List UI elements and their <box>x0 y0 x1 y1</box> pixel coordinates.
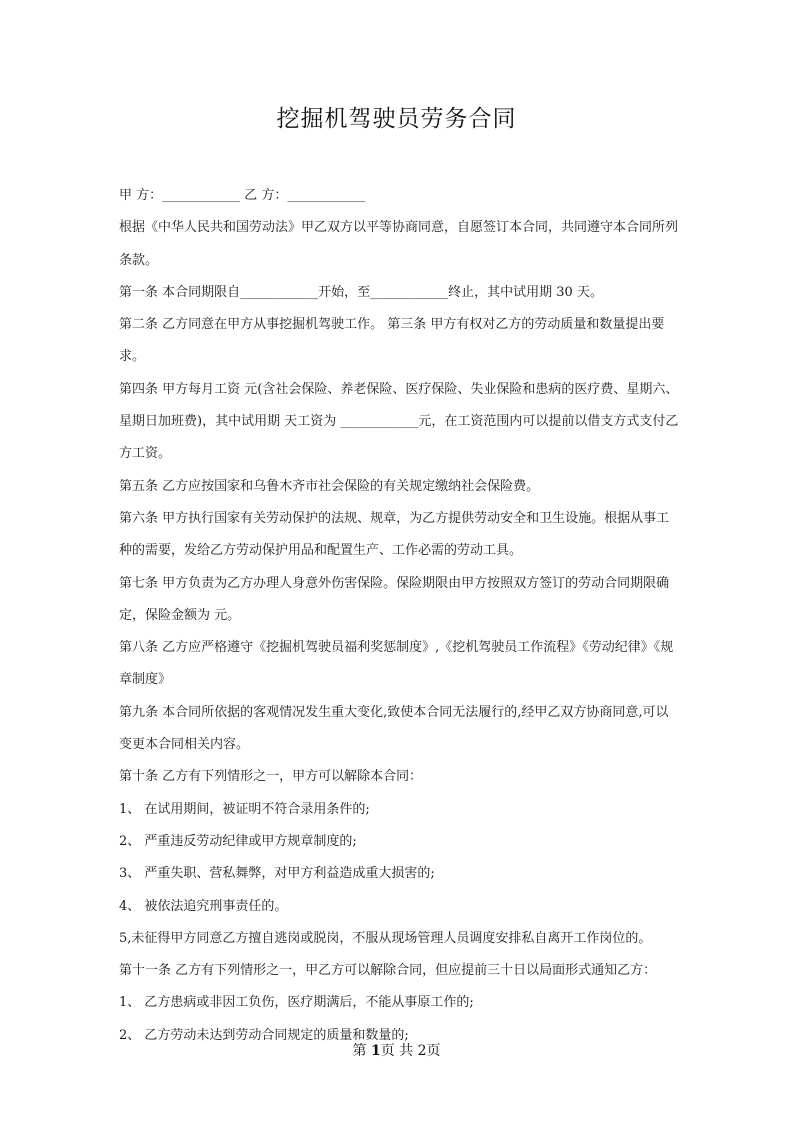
current-page-number: 1 <box>370 1043 381 1059</box>
paragraph-article-7: 第七条 甲方负责为乙方办理人身意外伤害保险。保险期限由甲方按照双方签订的劳动合同期限确定，保险金额为 元。 <box>119 575 670 623</box>
paragraph-article-8: 第八条 乙方应严格遵守《挖掘机驾驶员福利奖惩制度》,《挖机驾驶员工作流程》《劳动纪律》《规章制度》 <box>119 640 674 688</box>
document-body <box>119 180 679 1052</box>
list-item: 5,未征得甲方同意乙方擅自逃岗或脱岗，不服从现场管理人员调度安排私自离开工作岗位的。 <box>119 930 652 946</box>
total-pages-number: 2 <box>417 1043 427 1059</box>
paragraph-article-1: 第一条 本合同期限自____________开始，至____________终止，其中试用期 30 天。 <box>119 284 603 300</box>
party-b-label: 乙 方： <box>244 188 288 203</box>
list-item: 4、 被依法追究刑事责任的。 <box>119 898 288 914</box>
list-item: 2、 乙方劳动未达到劳动合同规定的质量和数量的; <box>119 1027 409 1043</box>
list-item: 2、 严重违反劳动纪律或甲方规章制度的; <box>119 833 357 849</box>
list-item: 1、 在试用期间，被证明不符合录用条件的; <box>119 801 370 817</box>
paragraph-article-9: 第九条 本合同所依据的客观情况发生重大变化,致使本合同无法履行的,经甲乙双方协商同意,可以变更本合同相关内容。 <box>119 704 669 753</box>
footer-middle: 页 共 <box>380 1043 418 1059</box>
page-footer <box>0 1040 793 1060</box>
footer-prefix: 第 <box>352 1043 371 1059</box>
party-a-blank: ____________ <box>162 188 241 203</box>
party-line <box>119 180 679 212</box>
document-title: 挖掘机驾驶员劳务合同 <box>276 106 517 132</box>
list-item: 1、 乙方患病或非因工负伤，医疗期满后，不能从事原工作的; <box>119 995 474 1011</box>
party-a-label: 甲 方： <box>119 188 163 203</box>
paragraph-article-6: 第六条 甲方执行国家有关劳动保护的法规、规章，为乙方提供劳动安全和卫生设施。根据从事工种的需要，发给乙方劳动保护用品和配置生产、工作必需的劳动工具。 <box>119 510 670 559</box>
paragraph-article-11: 第十一条 乙方有下列情形之一，甲乙方可以解除合同，但应提前三十日以局面形式通知乙方： <box>119 963 657 979</box>
party-b-blank: ____________ <box>287 188 366 203</box>
paragraph-preamble: 根据《中华人民共和国劳动法》甲乙双方以平等协商同意，自愿签订本合同，共同遵守本合同所列条款。 <box>119 220 679 268</box>
paragraph-article-5: 第五条 乙方应按国家和乌鲁木齐市社会保险的有关规定缴纳社会保险费。 <box>119 478 540 494</box>
list-item: 3、 严重失职、营私舞弊，对甲方利益造成重大损害的; <box>119 866 435 882</box>
paragraph-article-2-3: 第二条 乙方同意在甲方从事挖掘机驾驶工作。 第三条 甲方有权对乙方的劳动质量和数量提出要求。 <box>119 317 665 365</box>
paragraph-article-10: 第十条 乙方有下列情形之一，甲方可以解除本合同： <box>119 769 423 785</box>
footer-suffix: 页 <box>426 1043 441 1059</box>
paragraph-article-4: 第四条 甲方每月工资 元(含社会保险、养老保险、医疗保险、失业保险和患病的医疗费、星期六、星期日加班费)，其中试用期 天工资为 ____________元，在工资范围内可以提前以借支方式支付乙方工资。 <box>119 381 679 462</box>
